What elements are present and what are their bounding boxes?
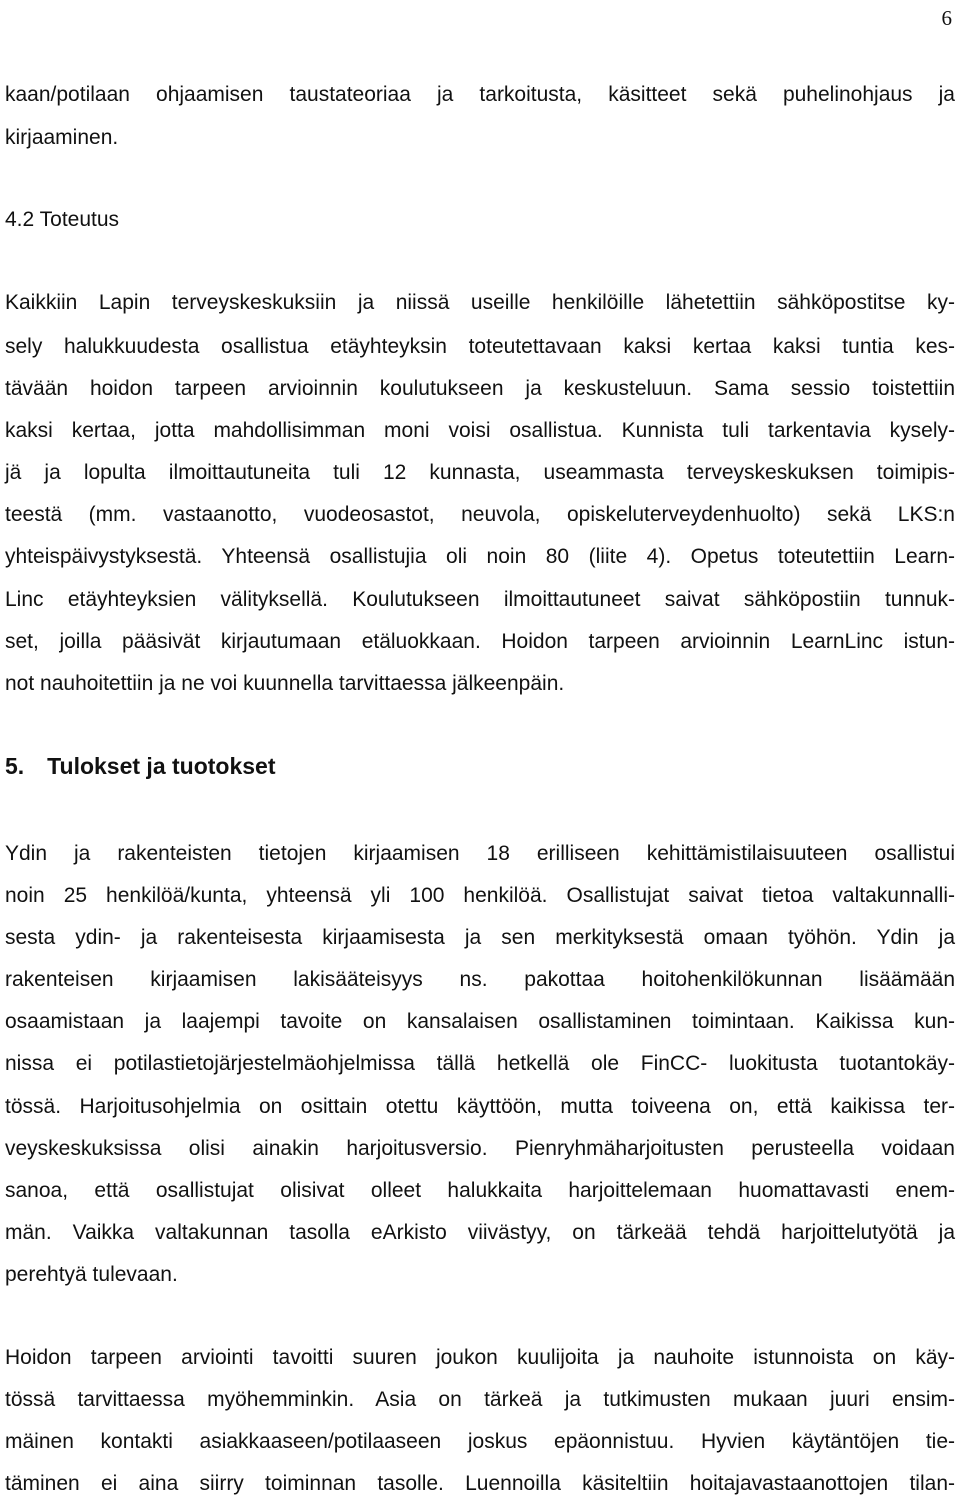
results-paragraph-line: noin 25 henkilöä/kunta, yhteensä yli 100 henkilöä. Osallistujat saivat tietoa valtakunnalli-: [5, 884, 955, 907]
results-paragraph-line: män. Vaikka valtakunnan tasolla eArkisto viivästyy, on tärkeää tehdä harjoittelutyötä ja: [5, 1221, 955, 1244]
intro-paragraph-line: kaan/potilaan ohjaamisen taustateoriaa ja tarkoitusta, käsitteet sekä puhelinohjaus ja: [5, 83, 955, 106]
results-paragraph-line: veyskeskuksissa olisi ainakin harjoitusversio. Pienryhmäharjoitusten perusteella voidaan: [5, 1137, 955, 1160]
section-heading: 4.2 Toteutus: [5, 208, 120, 231]
results-paragraph-line: Ydin ja rakenteisten tietojen kirjaamisen 18 erilliseen kehittämistilaisuuteen osallistui: [5, 842, 955, 865]
results-paragraph-line: osaamistaan ja laajempi tavoite on kansalaisen osallistaminen toimintaan. Kaikissa kun-: [5, 1010, 955, 1033]
toteutus-paragraph-line: Kaikkiin Lapin terveyskeskuksiin ja niissä useille henkilöille lähetettiin sähköpostitse ky-: [5, 291, 955, 314]
results-paragraph-line: mäinen kontakti asiakkaaseen/potilaaseen joskus epäonnistuu. Hyvien käytäntöjen tie-: [5, 1430, 955, 1453]
results-paragraph-line: tössä tarvittaessa myöhemminkin. Asia on tärkeä ja tutkimusten mukaan juuri ensim-: [5, 1388, 955, 1411]
results-paragraph-line: tössä. Harjoitusohjelmia on osittain otettu käyttöön, mutta toiveena on, että kaikissa ter-: [5, 1095, 955, 1118]
toteutus-paragraph-line: kaksi kertaa, jotta mahdollisimman moni voisi osallistua. Kunnista tuli tarkentavia kysely-: [5, 419, 955, 442]
toteutus-paragraph-line: not nauhoitettiin ja ne voi kuunnella tarvittaessa jälkeenpäin.: [5, 672, 565, 695]
toteutus-paragraph-line: sely halukkuudesta osallistua etäyhteyksin toteutettavaan kaksi kertaa kaksi tuntia kes-: [5, 335, 955, 358]
toteutus-paragraph-line: teestä (mm. vastaanotto, vuodeosastot, neuvola, opiskeluterveydenhuolto) sekä LKS:n: [5, 503, 955, 526]
results-paragraph-line: täminen ei aina siirry toiminnan tasolle. Luennoilla käsiteltiin hoitajavastaanottojen tilan-: [5, 1472, 955, 1495]
page-number: 6: [941, 6, 952, 30]
results-paragraph-line: sesta ydin- ja rakenteisesta kirjaamisesta ja sen merkityksestä omaan työhön. Ydin ja: [5, 926, 955, 949]
results-paragraph-line: sanoa, että osallistujat olisivat olleet halukkaita harjoittelemaan huomattavasti enem-: [5, 1179, 955, 1202]
results-paragraph-line: perehtyä tulevaan.: [5, 1263, 178, 1286]
toteutus-paragraph-line: tävään hoidon tarpeen arvioinnin koulutukseen ja keskusteluun. Sama sessio toistettiin: [5, 377, 955, 400]
toteutus-paragraph-line: set, joilla pääsivät kirjautumaan etäluokkaan. Hoidon tarpeen arvioinnin LearnLinc istun-: [5, 630, 955, 653]
toteutus-paragraph-line: yhteispäivystyksestä. Yhteensä osallistujia oli noin 80 (liite 4). Opetus toteutettiin Learn-: [5, 545, 955, 568]
chapter-heading: 5. Tulokset ja tuotokset: [5, 753, 276, 779]
toteutus-paragraph-line: jä ja lopulta ilmoittautuneita tuli 12 kunnasta, useammasta terveyskeskuksen toimipis-: [5, 461, 955, 484]
toteutus-paragraph-line: Linc etäyhteyksien välityksellä. Koulutukseen ilmoittautuneet saivat sähköpostiin tunnuk-: [5, 588, 955, 611]
results-paragraph-line: Hoidon tarpeen arviointi tavoitti suuren joukon kuulijoita ja nauhoite istunnoista on käy-: [5, 1346, 955, 1369]
results-paragraph-line: rakenteisen kirjaamisen lakisääteisyys ns. pakottaa hoitohenkilökunnan lisäämään: [5, 968, 955, 991]
results-paragraph-line: nissa ei potilastietojärjestelmäohjelmissa tällä hetkellä ole FinCC- luokitusta tuotantokäy-: [5, 1052, 955, 1075]
intro-paragraph-line: kirjaaminen.: [5, 126, 119, 149]
